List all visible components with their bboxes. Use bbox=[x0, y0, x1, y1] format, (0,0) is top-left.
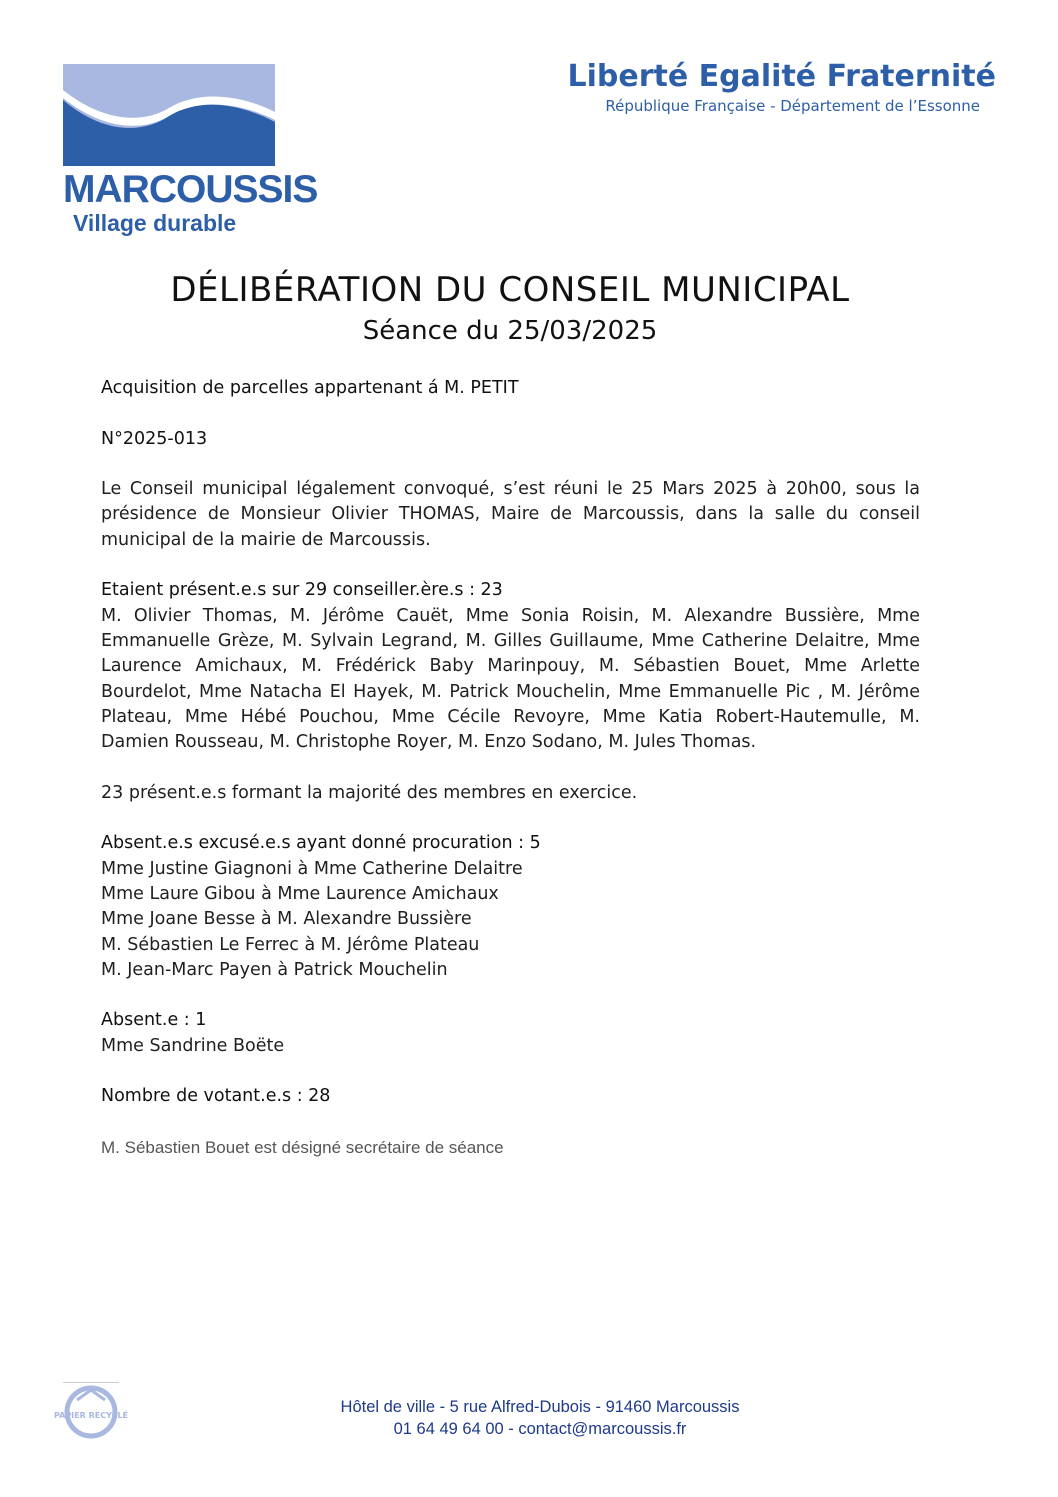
deliberation-subject: Acquisition de parcelles appartenant á M. PETIT bbox=[101, 378, 519, 398]
deliberation-number: N°2025-013 bbox=[101, 428, 208, 449]
present-names: M. Olivier Thomas, M. Jérôme Cauët, Mme Sonia Roisin, M. Alexandre Bussière, Mme Emmanuelle Grèze, M. Sylvain Legrand, M. Gilles Guillaume, Mme Catherine Delaitre, Mme Laurence Amichaux, M. Frédérick Baby Marinpouy, M. Sébastien Bouet, Mme Arlette Bourdelot, Mme Natacha El Hayek, M. Patrick Mouchelin, Mme Emmanuelle Pic , M. Jérôme Plateau, Mme Hébé Pouchou, Mme Cécile Revoyre, Mme Katia Robert-Hautemulle, M. Damien Rousseau, M. Christophe Royer, M. Enzo Sodano, M. Jules Thomas. bbox=[101, 605, 920, 753]
voters-count: Nombre de votant.e.s : 28 bbox=[101, 1086, 331, 1107]
proxy-item: M. Sébastien Le Ferrec à M. Jérôme Plateau bbox=[101, 934, 480, 955]
proxy-item: M. Jean-Marc Payen à Patrick Mouchelin bbox=[101, 959, 448, 980]
proxies-heading: Absent.e.s excusé.e.s ayant donné procuration : 5 bbox=[101, 833, 541, 854]
marcoussis-logo bbox=[63, 64, 318, 236]
title-block bbox=[0, 268, 1020, 349]
motto-main: Liberté Egalité Fraternité bbox=[567, 59, 996, 94]
logo-name: MARCOUSSIS bbox=[63, 168, 318, 211]
session-date: Séance du 25/03/2025 bbox=[362, 316, 658, 346]
wave-logo-icon bbox=[63, 64, 275, 166]
motto-sub: République Française - Département de l’Essonne bbox=[605, 97, 980, 115]
absent-name: Mme Sandrine Boëte bbox=[101, 1035, 285, 1056]
footer-phone-email: 01 64 49 64 00 - contact@marcoussis.fr bbox=[393, 1420, 687, 1438]
recycled-paper-icon bbox=[53, 1382, 129, 1438]
proxy-item: Mme Justine Giagnoni à Mme Catherine Delaitre bbox=[101, 858, 523, 879]
document-title: DÉLIBÉRATION DU CONSEIL MUNICIPAL bbox=[170, 270, 850, 310]
footer-contact bbox=[280, 1396, 800, 1440]
present-heading: Etaient présent.e.s sur 29 conseiller.ère.s : 23 bbox=[101, 580, 503, 601]
majority-end: . bbox=[631, 782, 638, 803]
svg-text:PAPIER RECYCLÉ: PAPIER RECYCLÉ bbox=[53, 1411, 129, 1420]
republic-motto bbox=[568, 58, 996, 116]
secretary-line: M. Sébastien Bouet est désigné secrétaire de séance bbox=[101, 1137, 504, 1157]
document-body bbox=[101, 376, 920, 1160]
absent-heading: Absent.e : 1 bbox=[101, 1010, 207, 1031]
majority-text: 23 présent.e.s formant la majorité des membres en exercice bbox=[101, 782, 632, 803]
footer-address: Hôtel de ville - 5 rue Alfred-Dubois - 91460 Marcoussis bbox=[340, 1398, 740, 1416]
intro-paragraph: Le Conseil municipal légalement convoqué, s’est réuni le 25 Mars 2025 à 20h00, sous la présidence de Monsieur Olivier THOMAS, Maire de Marcoussis, dans la salle du conseil municipal de la mairie de Marcoussis. bbox=[101, 479, 920, 550]
majority-line bbox=[101, 781, 920, 806]
proxy-item: Mme Laure Gibou à Mme Laurence Amichaux bbox=[101, 883, 499, 904]
logo-tagline: Village durable bbox=[73, 210, 237, 236]
proxy-item: Mme Joane Besse à M. Alexandre Bussière bbox=[101, 909, 472, 930]
